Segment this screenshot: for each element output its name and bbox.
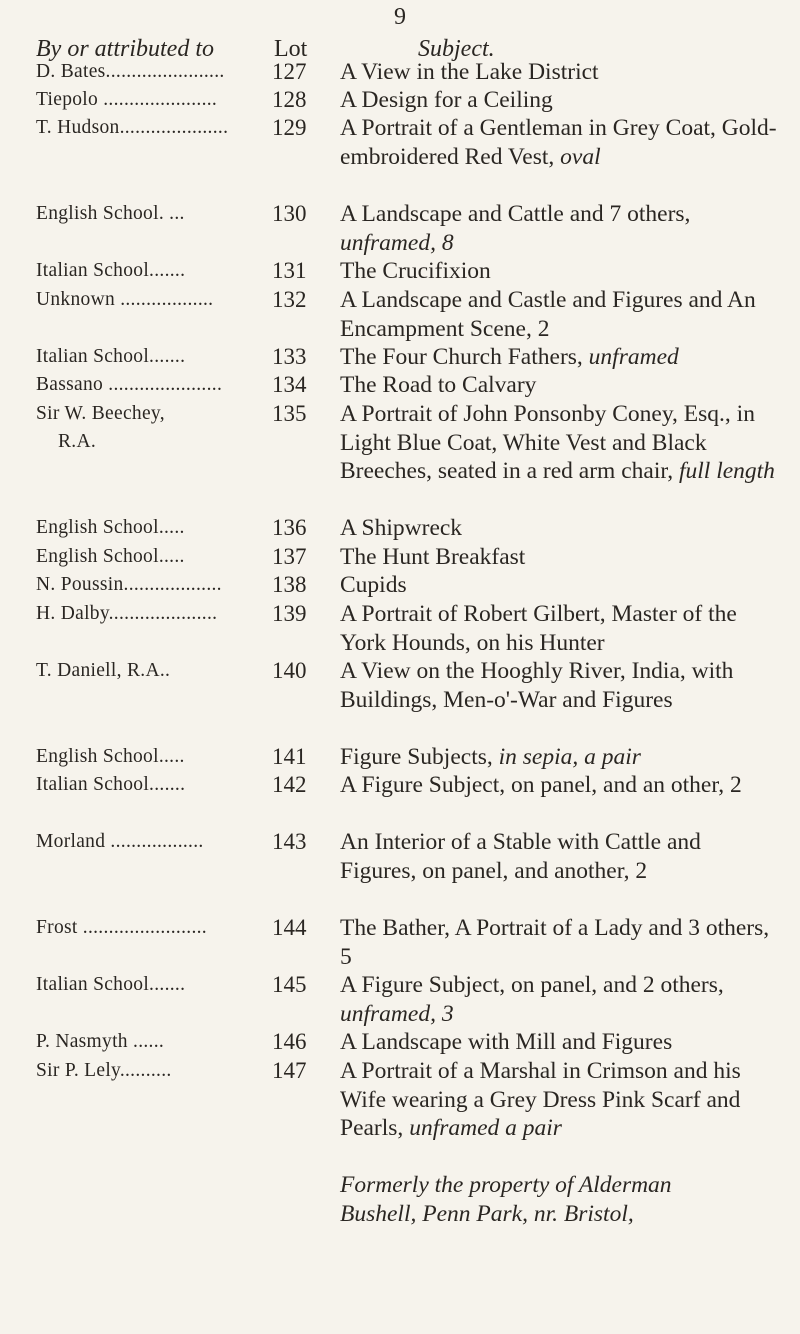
artist-name [36, 400, 268, 456]
artist-name [36, 543, 268, 571]
subject-main: Figure Subjects, [340, 744, 493, 770]
artist-name [36, 1057, 268, 1085]
artist-name [36, 514, 268, 542]
subject-italic: unframed [588, 344, 679, 370]
artist-line: T. Daniell, R.A.. [36, 660, 171, 681]
artist-line-2: R.A. [58, 431, 97, 452]
subject-text [340, 58, 780, 87]
artist-line: D. Bates....................... [36, 61, 225, 82]
artist-name [36, 743, 268, 771]
subject-main: Cupids [340, 572, 407, 598]
subject-text [340, 771, 780, 800]
artist-name [36, 371, 268, 399]
lot-number: 144 [272, 915, 307, 940]
lot-number: 138 [272, 572, 307, 597]
subject-text [340, 828, 780, 885]
lot-number: 147 [272, 1058, 307, 1083]
subject-text [340, 371, 780, 400]
artist-name [36, 58, 268, 86]
subject-text [340, 600, 780, 657]
subject-text [340, 543, 780, 572]
footnote-line-2: Bushell, Penn Park, nr. Bristol, [340, 1200, 634, 1227]
artist-name [36, 971, 268, 999]
subject-text [340, 343, 780, 372]
subject-text [340, 743, 780, 772]
lot-number: 143 [272, 829, 307, 854]
artist-line: Italian School....... [36, 974, 186, 995]
lot-number: 139 [272, 601, 307, 626]
subject-italic: unframed a pair [409, 1115, 562, 1142]
subject-text [340, 257, 780, 286]
subject-italic: in sepia, a pair [498, 744, 641, 770]
artist-name [36, 571, 268, 599]
artist-name [36, 343, 268, 371]
subject-main: A Portrait of a Marshal in Crimson and his Wife wearing a Grey Dress Pink Scarf and Pearls, [340, 1058, 741, 1142]
subject-main: A View in the Lake District [340, 59, 599, 85]
artist-name [36, 828, 268, 856]
artist-name [36, 1028, 268, 1056]
header-lot: Lot [274, 36, 308, 62]
subject-main: The Hunt Breakfast [340, 544, 526, 570]
artist-line: Sir W. Beechey, [36, 403, 165, 424]
lot-number: 130 [272, 201, 307, 226]
lot-number: 142 [272, 772, 307, 797]
subject-italic: unframed, 8 [340, 229, 454, 256]
subject-main: An Interior of a Stable with Cattle and Figures, on panel, and another, 2 [340, 829, 701, 884]
lot-number: 141 [272, 744, 307, 769]
artist-line: P. Nasmyth ...... [36, 1031, 165, 1052]
lot-number: 137 [272, 544, 307, 569]
subject-text [340, 400, 780, 486]
footnote [340, 1171, 780, 1228]
subject-text [340, 114, 780, 171]
subject-text [340, 514, 780, 543]
artist-line: N. Poussin................... [36, 574, 222, 595]
artist-name [36, 914, 268, 942]
subject-text [340, 914, 780, 971]
artist-line: Unknown .................. [36, 289, 214, 310]
artist-line: Bassano ...................... [36, 374, 223, 395]
artist-line: Italian School....... [36, 260, 186, 281]
subject-main: A Portrait of a Gentleman in Grey Coat, Gold-embroidered Red Vest, [340, 115, 777, 170]
artist-name [36, 657, 268, 685]
page-number: 9 [394, 4, 406, 30]
subject-main: A Portrait of John Ponsonby Coney, Esq., in Light Blue Coat, White Vest and Black Breeches, seated in a red arm chair, [340, 401, 755, 485]
artist-name [36, 257, 268, 285]
artist-name [36, 771, 268, 799]
artist-line: Sir P. Lely.......... [36, 1060, 172, 1081]
artist-line: Tiepolo ...................... [36, 89, 218, 110]
artist-line: English School..... [36, 517, 185, 538]
artist-name [36, 286, 268, 314]
subject-main: A View on the Hooghly River, India, with Buildings, Men-o'-War and Figures [340, 658, 734, 713]
footnote-line-1: Formerly the property of Alderman [340, 1172, 672, 1198]
artist-line: H. Dalby..................... [36, 603, 218, 624]
subject-text [340, 86, 780, 115]
subject-main: The Crucifixion [340, 258, 491, 284]
subject-main: The Four Church Fathers, [340, 344, 583, 370]
artist-line: Morland .................. [36, 831, 204, 852]
subject-italic: full length [678, 458, 775, 485]
subject-text [340, 657, 780, 714]
subject-main: A Figure Subject, on panel, and 2 others, [340, 972, 724, 998]
lot-number: 132 [272, 287, 307, 312]
header-attributed: By or attributed to [36, 36, 214, 62]
subject-text [340, 1028, 780, 1057]
subject-text [340, 286, 780, 343]
artist-name [36, 600, 268, 628]
subject-main: The Bather, A Portrait of a Lady and 3 others, 5 [340, 915, 770, 970]
subject-main: The Road to Calvary [340, 372, 537, 398]
header-subject: Subject. [418, 36, 495, 62]
artist-line: Frost ........................ [36, 917, 207, 938]
subject-text [340, 200, 780, 257]
subject-main: A Shipwreck [340, 515, 463, 541]
lot-number: 128 [272, 87, 307, 112]
lot-number: 136 [272, 515, 307, 540]
subject-text [340, 971, 780, 1028]
subject-text [340, 571, 780, 600]
artist-line: English School..... [36, 546, 185, 567]
lot-number: 133 [272, 344, 307, 369]
lot-number: 140 [272, 658, 307, 683]
lot-number: 146 [272, 1029, 307, 1054]
artist-line: Italian School....... [36, 774, 186, 795]
subject-italic: oval [560, 143, 601, 170]
artist-line: T. Hudson..................... [36, 117, 229, 138]
subject-main: A Landscape and Castle and Figures and An Encampment Scene, 2 [340, 287, 756, 342]
subject-main: A Landscape and Cattle and 7 others, [340, 201, 691, 227]
artist-line: Italian School....... [36, 346, 186, 367]
lot-number: 134 [272, 372, 307, 397]
artist-name [36, 200, 268, 228]
subject-main: A Design for a Ceiling [340, 87, 553, 113]
lot-number: 145 [272, 972, 307, 997]
lot-number: 129 [272, 115, 307, 140]
lot-number: 131 [272, 258, 307, 283]
artist-line: English School..... [36, 746, 185, 767]
subject-main: A Portrait of Robert Gilbert, Master of the York Hounds, on his Hunter [340, 601, 737, 656]
lot-number: 135 [272, 401, 307, 426]
lot-number: 127 [272, 59, 307, 84]
subject-main: A Landscape with Mill and Figures [340, 1029, 673, 1055]
subject-text [340, 1057, 780, 1143]
subject-main: A Figure Subject, on panel, and an other, 2 [340, 772, 742, 798]
artist-name [36, 86, 268, 114]
subject-italic: unframed, 3 [340, 1000, 454, 1027]
artist-line: English School. ... [36, 203, 185, 224]
artist-name [36, 114, 268, 142]
